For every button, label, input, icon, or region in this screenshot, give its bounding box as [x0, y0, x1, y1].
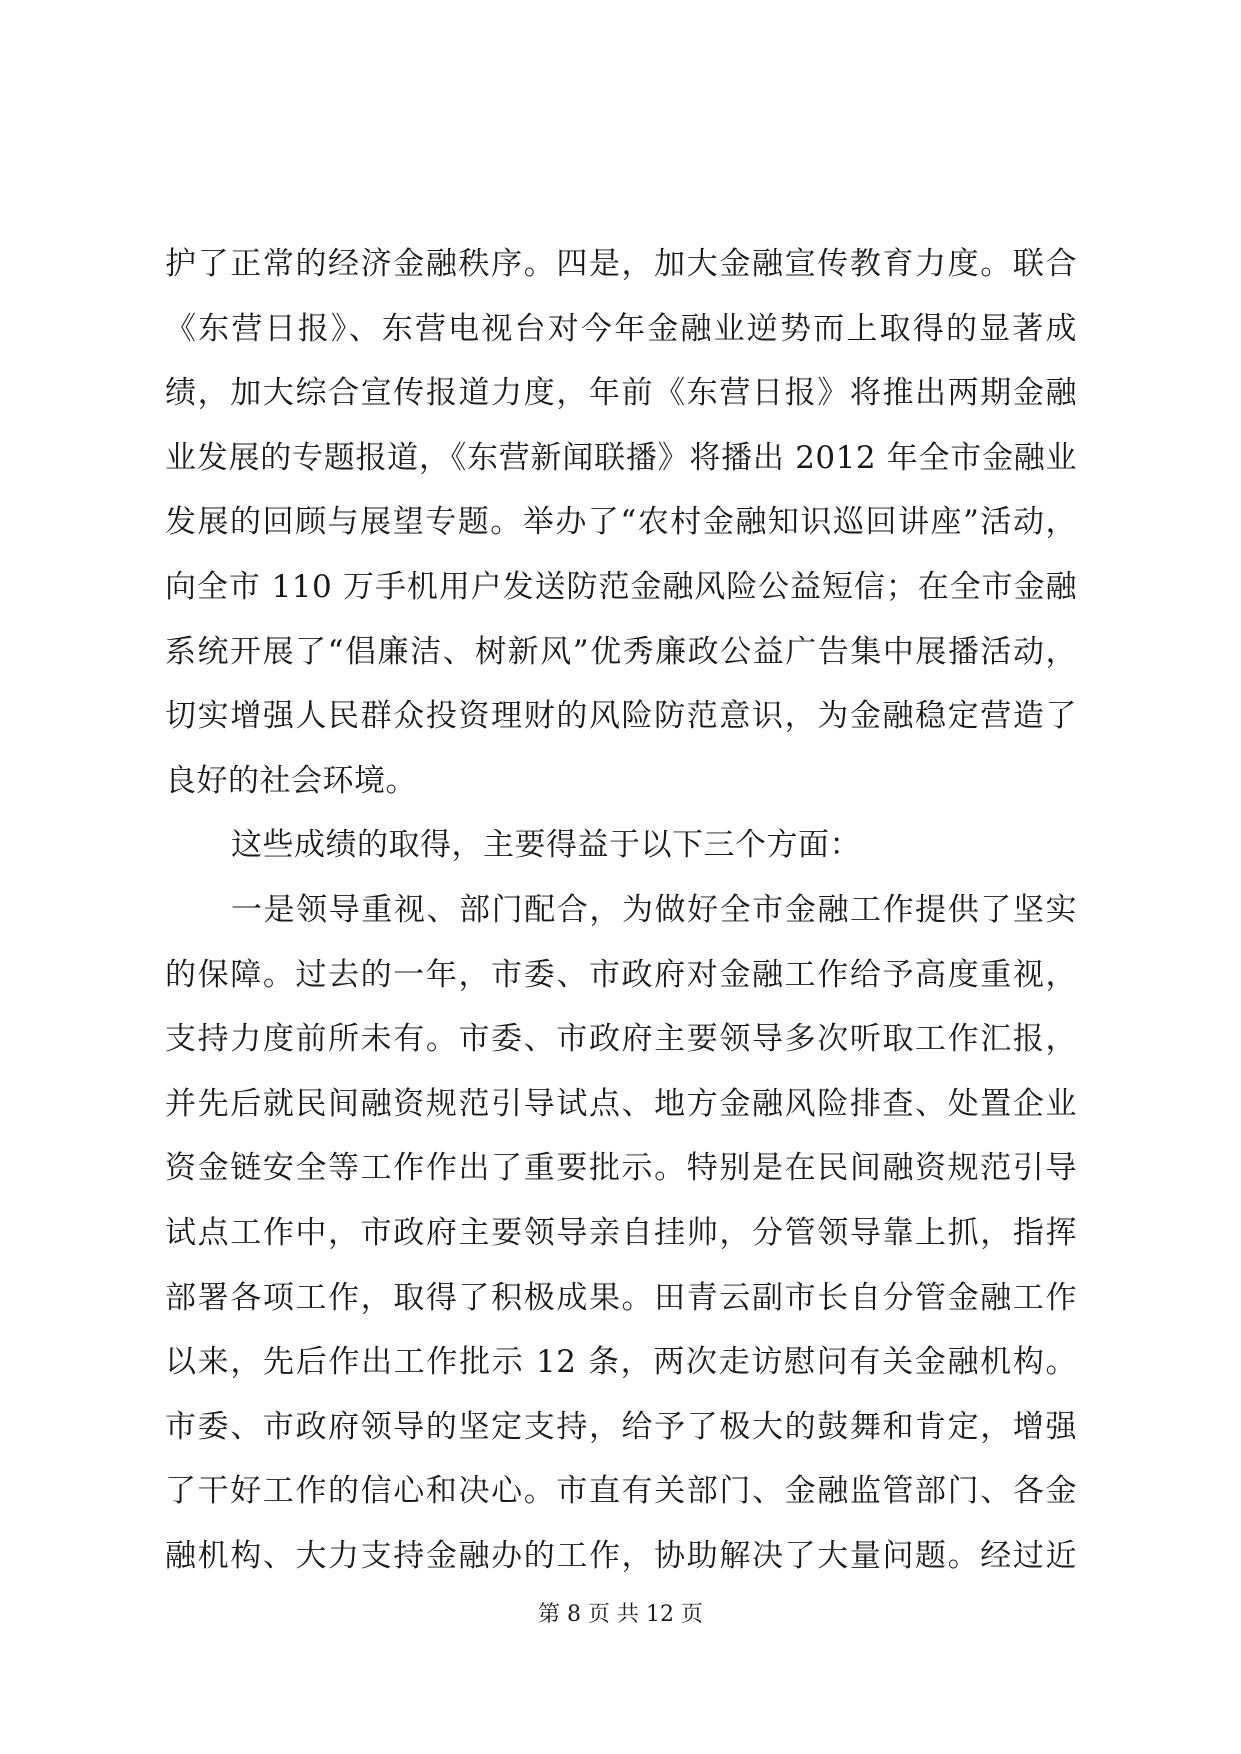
text-line: 融机构、大力支持金融办的工作，协助解决了大量问题。经过近	[165, 1537, 1077, 1574]
text-line: 系统开展了“倡廉洁、树新风”优秀廉政公益广告集中展播活动，	[165, 633, 1077, 670]
body-text	[165, 232, 1077, 1588]
page-number-footer: 第 8 页 共 12 页	[538, 1602, 703, 1627]
paragraph-line: 一是领导重视、部门配合，为做好全市金融工作提供了坚实	[231, 891, 1077, 928]
text-line: 部署各项工作，取得了积极成果。田青云副市长自分管金融工作	[165, 1279, 1077, 1316]
text-line: 并先后就民间融资规范引导试点、地方金融风险排查、处置企业	[165, 1085, 1077, 1122]
text-line: 市委、市政府领导的坚定支持，给予了极大的鼓舞和肯定，增强	[165, 1408, 1077, 1445]
text-line: 了干好工作的信心和决心。市直有关部门、金融监管部门、各金	[165, 1473, 1077, 1510]
text-line: 的保障。过去的一年，市委、市政府对金融工作给予高度重视，	[165, 956, 1077, 993]
text-line: 发展的回顾与展望专题。举办了“农村金融知识巡回讲座”活动，	[165, 504, 1077, 541]
text-line: 护了正常的经济金融秩序。四是，加大金融宣传教育力度。联合	[165, 246, 1077, 282]
text-line: 切实增强人民群众投资理财的风险防范意识，为金融稳定营造了	[165, 698, 1077, 735]
text-line: 业发展的专题报道，《东营新闻联播》将播出 2012 年全市金融业	[165, 439, 1077, 476]
text-line: 绩，加大综合宣传报道力度，年前《东营日报》将推出两期金融	[165, 375, 1077, 412]
text-line: 试点工作中，市政府主要领导亲自挂帅，分管领导靠上抓，指挥	[165, 1214, 1077, 1251]
text-line: 支持力度前所未有。市委、市政府主要领导多次听取工作汇报，	[165, 1021, 1077, 1058]
text-line: 以来，先后作出工作批示 12 条，两次走访慰问有关金融机构。	[165, 1344, 1077, 1381]
text-line: 《东营日报》、东营电视台对今年金融业逆势而上取得的显著成	[165, 310, 1077, 347]
paragraph-line: 这些成绩的取得，主要得益于以下三个方面：	[231, 827, 861, 864]
text-line: 良好的社会环境。	[165, 762, 417, 799]
text-line: 向全市 110 万手机用户发送防范金融风险公益短信；在全市金融	[165, 568, 1077, 605]
text-line: 资金链安全等工作作出了重要批示。特别是在民间融资规范引导	[165, 1150, 1077, 1187]
